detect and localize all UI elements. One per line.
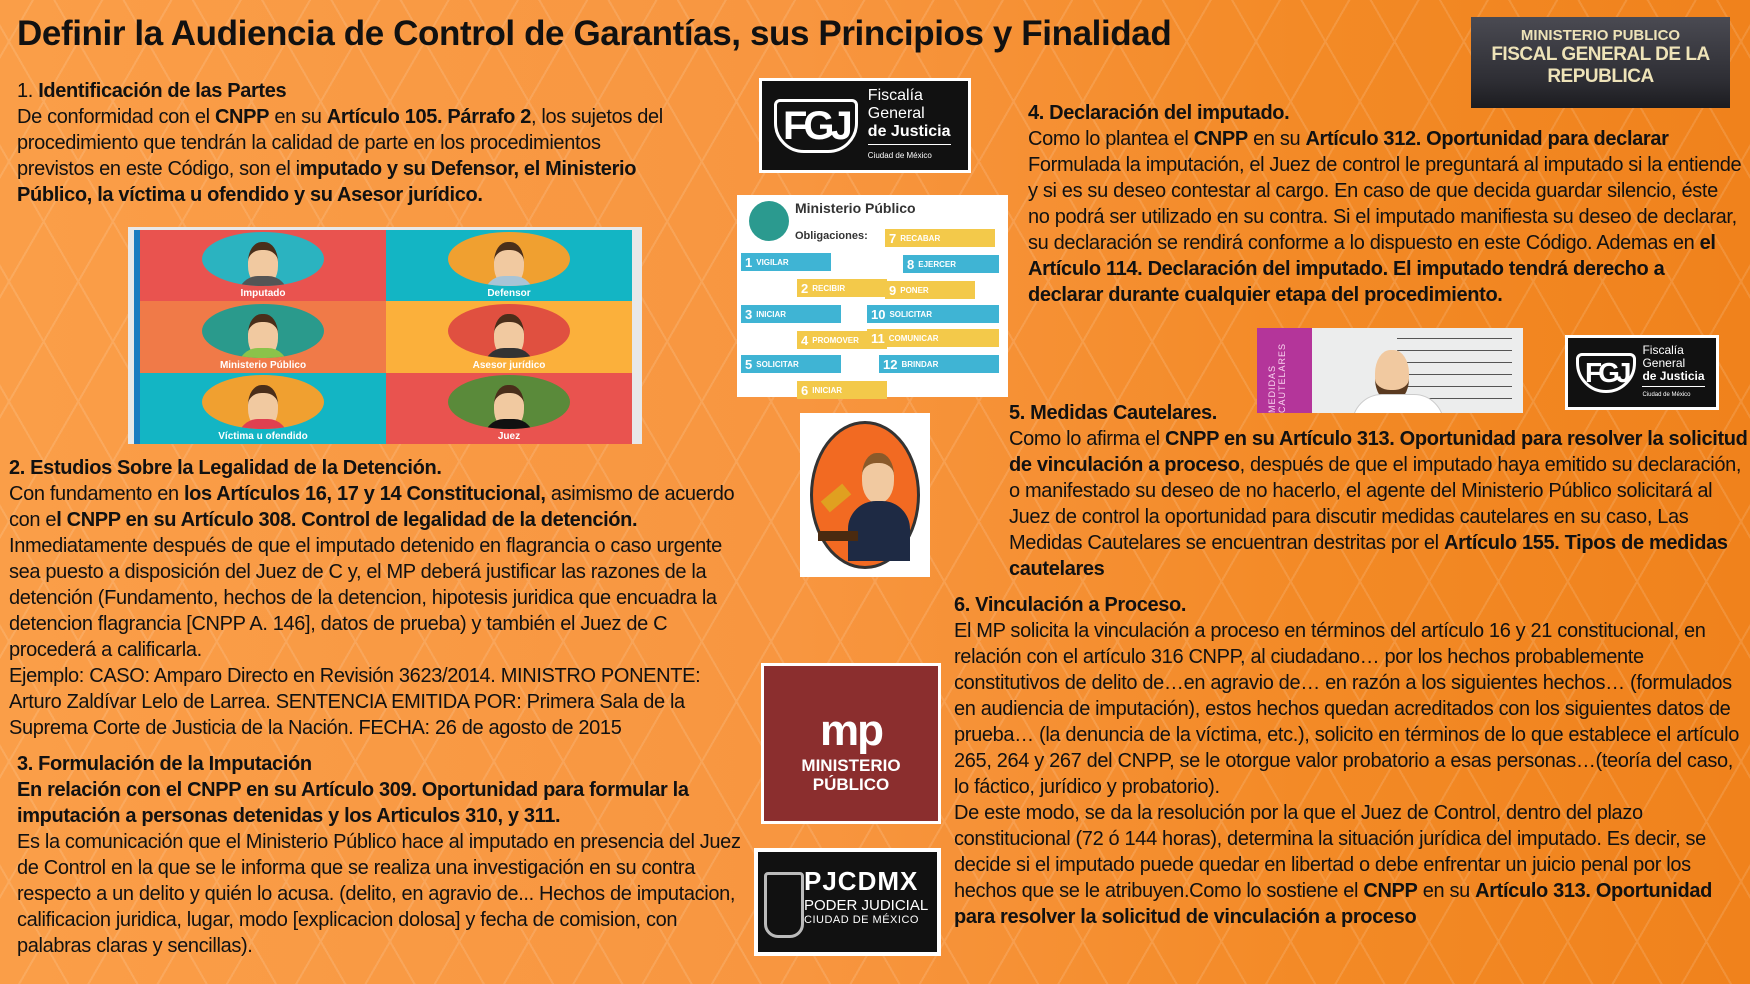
building-sign-photo — [1471, 17, 1730, 108]
section-heading: 6. Vinculación a Proceso. — [954, 594, 1187, 616]
parties-illustration — [128, 227, 642, 444]
obligation-number: 2 — [801, 280, 809, 296]
logo-text: MINISTERIO — [801, 756, 901, 775]
bold-text: mputado y su Defensor, el Ministerio Público, la víctima u ofendido y su Asesor jurídico. — [17, 158, 637, 206]
fgj-mark: FGJ — [774, 99, 858, 153]
section-heading: Identificación de las Partes — [38, 80, 287, 102]
page-title: Definir la Audiencia de Control de Garantías, sus Principios y Finalidad — [17, 14, 1172, 53]
logo-text: PJCDMX — [804, 866, 919, 896]
party-card — [140, 230, 386, 301]
bold-text: l CNPP en su Artículo 308. Control de legalidad de la detención. — [56, 509, 638, 531]
section-formulacion-imputacion — [17, 751, 747, 959]
section-declaracion-imputado — [1028, 100, 1743, 308]
obligation-label: EJERCER — [918, 259, 957, 269]
obligation-label: INICIAR — [812, 385, 843, 395]
text: Como lo plantea el — [1028, 128, 1194, 150]
obligation-number: 3 — [745, 306, 753, 322]
party-card — [386, 230, 632, 301]
obligation-label: COMUNICAR — [888, 333, 939, 343]
obligation-number: 6 — [801, 382, 809, 398]
text: asimismo de acuerdo con e — [9, 483, 735, 531]
party-card — [140, 301, 386, 372]
section-body — [1009, 426, 1749, 582]
obligation-number: 4 — [801, 332, 809, 348]
section-vinculacion-proceso — [954, 592, 1746, 930]
obligation-item — [797, 279, 887, 297]
avatar — [202, 232, 324, 286]
obligation-item — [867, 305, 999, 323]
bold-text: CNPP — [1363, 880, 1418, 902]
obligation-item — [885, 281, 975, 299]
logo-text: de Justicia — [867, 122, 951, 140]
obligation-item — [741, 253, 831, 271]
bold-text: Artículo 105. Párrafo 2 — [326, 106, 531, 128]
obligation-label: SOLICITAR — [756, 359, 799, 369]
bold-text: los Artículos 16, 17 y 14 Constitucional, — [183, 483, 546, 505]
section-subheading: En relación con el CNPP en su Artículo 309. Oportunidad para formular la imputación a personas detenidas y los Articulos 310, y 311. — [17, 779, 689, 827]
party-card — [386, 373, 632, 444]
party-card — [140, 373, 386, 444]
party-label: Imputado — [240, 288, 286, 300]
fiscalia-logo — [759, 78, 971, 173]
obligation-label: BRINDAR — [901, 359, 939, 369]
sign-text: MINISTERIO PUBLICO — [1520, 27, 1681, 44]
text: en su — [1247, 128, 1306, 150]
text: Es la comunicación que el Ministerio Público hace al imputado en presencia del Juez de Control en la que se le informa que se realiza una investigación en su contra respecto a un delito y quién lo acusa. (delito, en agravio de... Hechos de imputacion, calificacion juridica, lugar, modo [explicacion dolosa] y fecha de comision, con palabras claras y sencillas). — [17, 831, 741, 957]
mp-avatar — [749, 201, 789, 241]
infographic-subtitle: Obligaciones: — [795, 230, 868, 242]
avatar — [202, 304, 324, 358]
section-body — [9, 481, 754, 663]
logo-text: Fiscalía — [867, 86, 923, 104]
obligation-number: 5 — [745, 356, 753, 372]
bold-text: el Artículo 114. Declaración del imputado. El imputado tendrá derecho a declarar durante cualquier etapa del procedimiento. — [1028, 232, 1716, 306]
obligation-number: 8 — [907, 256, 915, 272]
section-identificacion-partes — [17, 78, 667, 208]
party-label: Ministerio Público — [219, 359, 307, 371]
text: Inmediatamente después de que el imputado detenido en flagrancia o caso urgente sea puesto a disposición del Juez de C y, el MP deberá justificar las razones de la detención (Fundamento, hechos de la detencion, hipotesis juridica que encuadra la detencion flagrancia [CNPP A. 146], datos de prueba) y también el Juez de C procederá a calificarla. — [9, 535, 722, 661]
obligation-item — [741, 355, 841, 373]
infographic-title: Ministerio Público — [795, 200, 916, 216]
logo-text: de Justicia — [1642, 368, 1705, 383]
sign-text: FISCAL GENERAL DE LA REPUBLICA — [1491, 44, 1710, 87]
ministerio-publico-logo — [761, 663, 941, 824]
logo-text: Ciudad de México — [868, 144, 951, 165]
section-body — [1028, 126, 1743, 308]
text: Como lo afirma el — [1009, 428, 1165, 450]
text: en su — [1417, 880, 1476, 902]
obligation-label: PROMOVER — [812, 335, 859, 345]
obligation-item — [885, 229, 995, 247]
text: De conformidad con el — [17, 106, 215, 128]
bold-text: CNPP en su Artículo 313. Oportunidad para resolver la solicitud de vinculación a proceso — [1009, 428, 1748, 476]
avatar — [448, 232, 570, 286]
section-number: 1. — [17, 80, 33, 102]
obligation-label: PONER — [900, 285, 929, 295]
obligation-item — [797, 381, 887, 399]
obligation-item — [903, 255, 999, 273]
section-heading: 3. Formulación de la Imputación — [17, 753, 312, 775]
section-body — [17, 104, 667, 208]
obligation-number: 12 — [883, 356, 898, 372]
party-card — [386, 301, 632, 372]
scales-icon — [764, 872, 804, 938]
section-medidas-cautelares — [1009, 400, 1749, 582]
logo-text: Fiscalía — [1642, 342, 1684, 357]
logo-text: Ciudad de México — [1642, 386, 1704, 402]
bold-text: Artículo 312. Oportunidad para declarar — [1305, 128, 1669, 150]
obligation-label: VIGILAR — [756, 257, 789, 267]
text: Con fundamento en — [9, 483, 184, 505]
bold-text: Artículo 155. Tipos de medidas cautelares — [1009, 532, 1728, 580]
section-heading: 4. Declaración del imputado. — [1028, 102, 1290, 124]
obligation-label: RECIBIR — [812, 283, 846, 293]
party-label: Juez — [497, 431, 521, 442]
section-heading: 2. Estudios Sobre la Legalidad de la Detención. — [9, 457, 442, 479]
logo-text: CIUDAD DE MÉXICO — [804, 914, 919, 926]
section-body-conclusion — [954, 800, 1746, 930]
obligation-label: RECABAR — [900, 233, 941, 243]
text: El MP solicita la vinculación a proceso en términos del artículo 16 y 21 constitucional, en relación con el artículo 316 CNPP, al ciudadano… por los hechos probablemente constitutivos de delito de…en agravio de… en razón a los siguientes hechos… (formulados en audiencia de imputación), estos hechos quedan acreditados con los siguientes datos de prueba… (la denuncia de la víctima, etc.), solicito en términos de lo que establece el artículo 265, 264 y 267 del CNPP, se le otorgue valor probatorio a esas personas…(teoría del caso, lo fáctico, jurídico y probatorio). — [954, 620, 1739, 798]
avatar — [202, 375, 324, 429]
logo-text: General — [867, 104, 925, 122]
avatar — [448, 304, 570, 358]
obligation-number: 11 — [871, 330, 885, 346]
logo-text: General — [1642, 355, 1686, 370]
bold-text: CNPP — [214, 106, 270, 128]
obligation-item — [741, 305, 841, 323]
strip-text: MEDIDAS CAUTELARES — [1267, 342, 1287, 413]
party-label: Defensor — [487, 288, 531, 300]
text: , después de que el imputado haya emitido su declaración, o manifestado su deseo de no hacerlo, el agente del Ministerio Público solicitará al Juez de control la oportunidad para discutir medidas cautelares en su caso, Las Medidas Cautelares se encuentran destritas por el — [1009, 454, 1742, 554]
bold-text: Artículo 313. Oportunidad para resolver la solicitud de vinculación a proceso — [954, 880, 1712, 928]
party-label: Asesor jurídico — [472, 359, 546, 371]
obligation-item — [867, 329, 999, 347]
fiscalia-logo-small — [1565, 335, 1719, 410]
logo-text: PODER JUDICIAL — [804, 897, 929, 914]
text: De este modo, se da la resolución por la que el Juez de Control, dentro del plazo constitucional (72 ó 144 horas), determina la situación jurídica del imputado. Es decir, se decide si el imputado puede quedar en libertad o debe enfrentar un juicio penal por los hechos que se le atribuyen.Como lo sostiene el — [954, 802, 1706, 902]
mp-obligations-infographic — [737, 195, 1008, 397]
section-heading: 5. Medidas Cautelares. — [1009, 402, 1217, 424]
party-label: Víctima u ofendido — [218, 431, 308, 442]
logo-text: PÚBLICO — [812, 775, 890, 794]
avatar — [448, 375, 570, 429]
section-example: Ejemplo: CASO: Amparo Directo en Revisión 3623/2014. MINISTRO PONENTE: Arturo Zaldívar Lelo de Larrea. SENTENCIA EMITIDA POR: Primera Sala de la Suprema Corte de Justicia de la Nación. FECHA: 26 de agosto de 2015 — [9, 665, 701, 739]
obligation-item — [879, 355, 999, 373]
obligation-number: 1 — [745, 254, 753, 270]
section-body — [17, 829, 747, 959]
pjcdmx-logo — [754, 848, 941, 956]
logo-mark: mp — [820, 706, 882, 755]
text: , los sujetos del procedimiento que tendrán la calidad de parte en los procedimientos previstos en este Código, son el i — [17, 106, 663, 180]
text: Formulada la imputación, el Juez de control le preguntará al imputado si la entiende y si es su deseo contestar al cargo. En caso de que decida guardar silencio, éste no podrá ser utilizado en su contra. Si el imputado manifiesta su deseo de declarar, su declaración se rendirá conforme a lo dispuesto en este Código. Ademas en — [1028, 154, 1742, 254]
bold-text: CNPP — [1193, 128, 1248, 150]
obligation-number: 7 — [889, 230, 897, 246]
obligation-number: 10 — [871, 306, 886, 322]
fgj-mark: FGJ — [1576, 353, 1636, 393]
section-legalidad-detencion — [9, 455, 754, 741]
obligation-number: 9 — [889, 282, 897, 298]
judge-illustration — [800, 413, 930, 577]
obligation-label: INICIAR — [756, 309, 787, 319]
section-body — [954, 618, 1746, 800]
text: en su — [269, 106, 327, 128]
obligation-label: SOLICITAR — [889, 309, 932, 319]
